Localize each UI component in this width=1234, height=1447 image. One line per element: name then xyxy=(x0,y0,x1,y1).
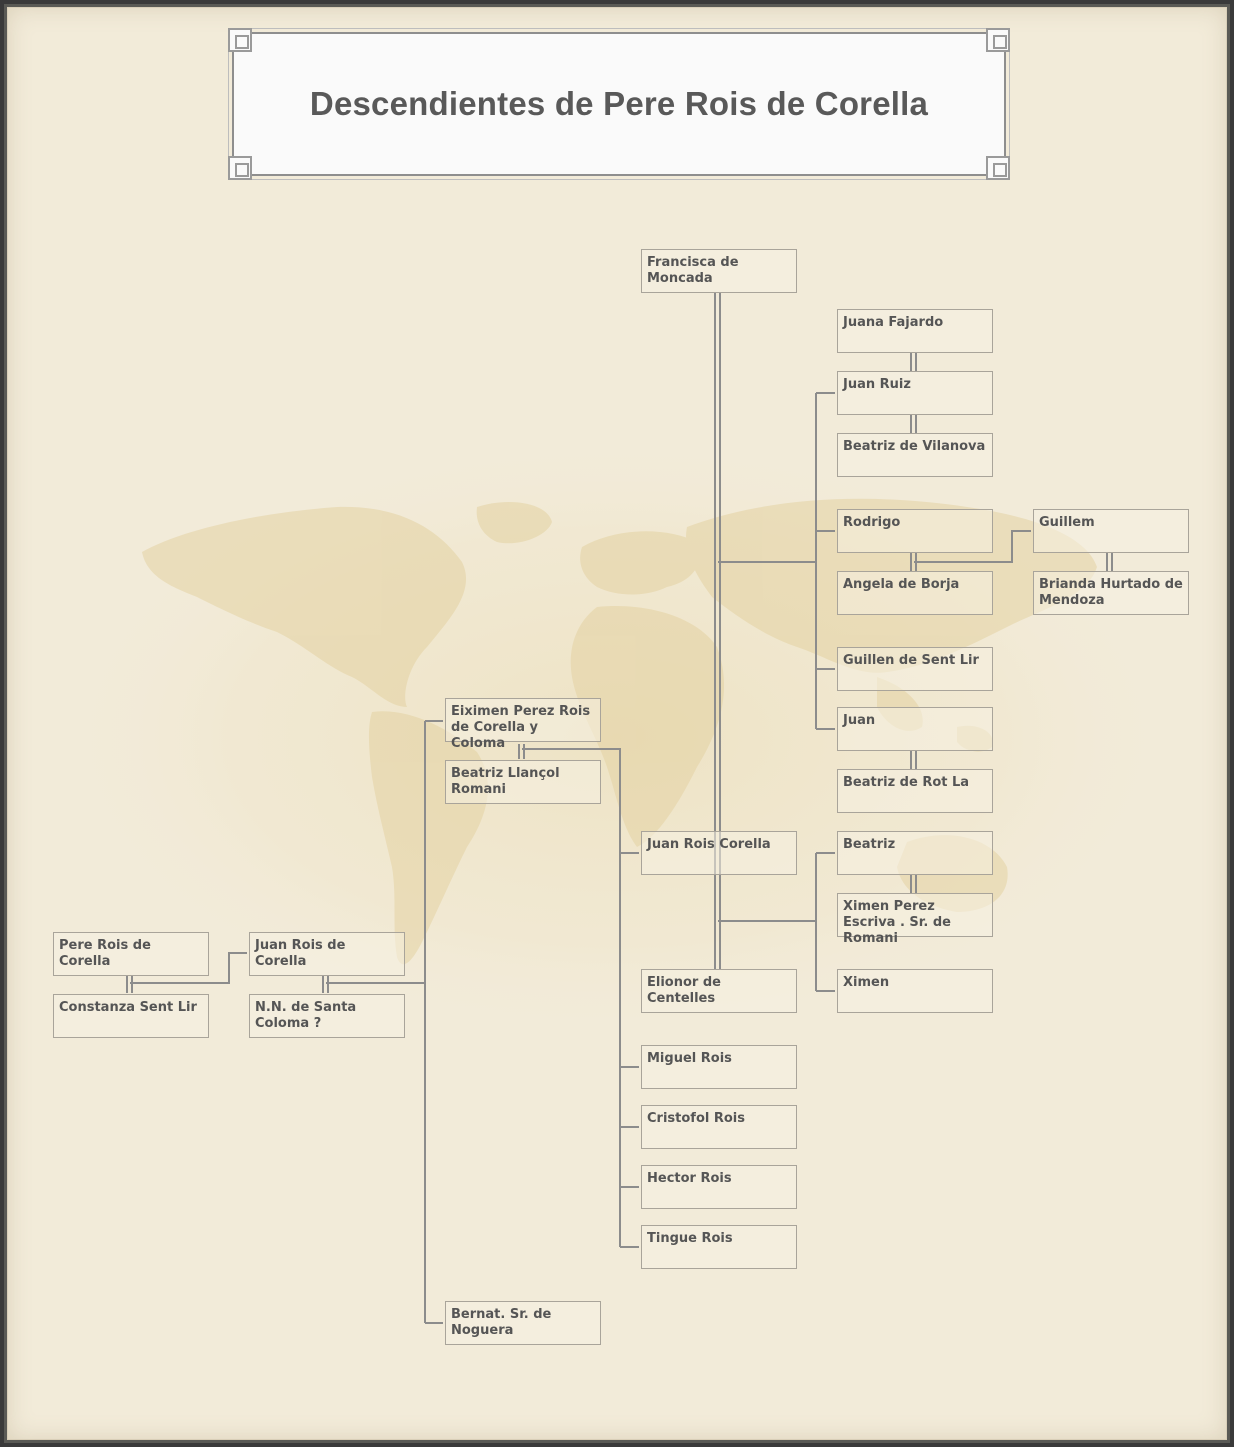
person-francisca-de-moncada[interactable]: Francisca de Moncada xyxy=(641,249,797,293)
diagram-title: Descendientes de Pere Rois de Corella xyxy=(309,85,929,122)
person-juan-rois-de-corella[interactable]: Juan Rois de Corella xyxy=(249,932,405,976)
person-pere-rois-de-corella[interactable]: Pere Rois de Corella xyxy=(53,932,209,976)
person-eiximen-perez-rois[interactable]: Eiximen Perez Rois de Corella y Coloma xyxy=(445,698,601,742)
person-ximen-perez-escriva[interactable]: Ximen Perez Escriva . Sr. de Romani xyxy=(837,893,993,937)
person-beatriz-de-vilanova[interactable]: Beatriz de Vilanova xyxy=(837,433,993,477)
person-nn-de-santa-coloma[interactable]: N.N. de Santa Coloma ? xyxy=(249,994,405,1038)
person-ximen[interactable]: Ximen xyxy=(837,969,993,1013)
person-juan-ruiz[interactable]: Juan Ruiz xyxy=(837,371,993,415)
person-tingue-rois[interactable]: Tingue Rois xyxy=(641,1225,797,1269)
person-juan-rois-corella[interactable]: Juan Rois Corella xyxy=(641,831,797,875)
person-brianda-hurtado-de-mendoza[interactable]: Brianda Hurtado de Mendoza xyxy=(1033,571,1189,615)
diagram-canvas xyxy=(7,7,1227,1440)
person-juana-fajardo[interactable]: Juana Fajardo xyxy=(837,309,993,353)
connector-lines xyxy=(7,7,1227,1440)
person-guillen-de-sent-lir[interactable]: Guillen de Sent Lir xyxy=(837,647,993,691)
person-elionor-de-centelles[interactable]: Elionor de Centelles xyxy=(641,969,797,1013)
person-juan[interactable]: Juan xyxy=(837,707,993,751)
person-hector-rois[interactable]: Hector Rois xyxy=(641,1165,797,1209)
person-beatriz-llancol-romani[interactable]: Beatriz Llançol Romani xyxy=(445,760,601,804)
outer-frame xyxy=(4,4,1230,1443)
person-guillem[interactable]: Guillem xyxy=(1033,509,1189,553)
person-constanza-sent-lir[interactable]: Constanza Sent Lir xyxy=(53,994,209,1038)
person-bernat-sr-de-noguera[interactable]: Bernat. Sr. de Noguera xyxy=(445,1301,601,1345)
person-cristofol-rois[interactable]: Cristofol Rois xyxy=(641,1105,797,1149)
person-beatriz-de-rot-la[interactable]: Beatriz de Rot La xyxy=(837,769,993,813)
person-miguel-rois[interactable]: Miguel Rois xyxy=(641,1045,797,1089)
person-rodrigo[interactable]: Rodrigo xyxy=(837,509,993,553)
person-beatriz[interactable]: Beatriz xyxy=(837,831,993,875)
person-angela-de-borja[interactable]: Angela de Borja xyxy=(837,571,993,615)
